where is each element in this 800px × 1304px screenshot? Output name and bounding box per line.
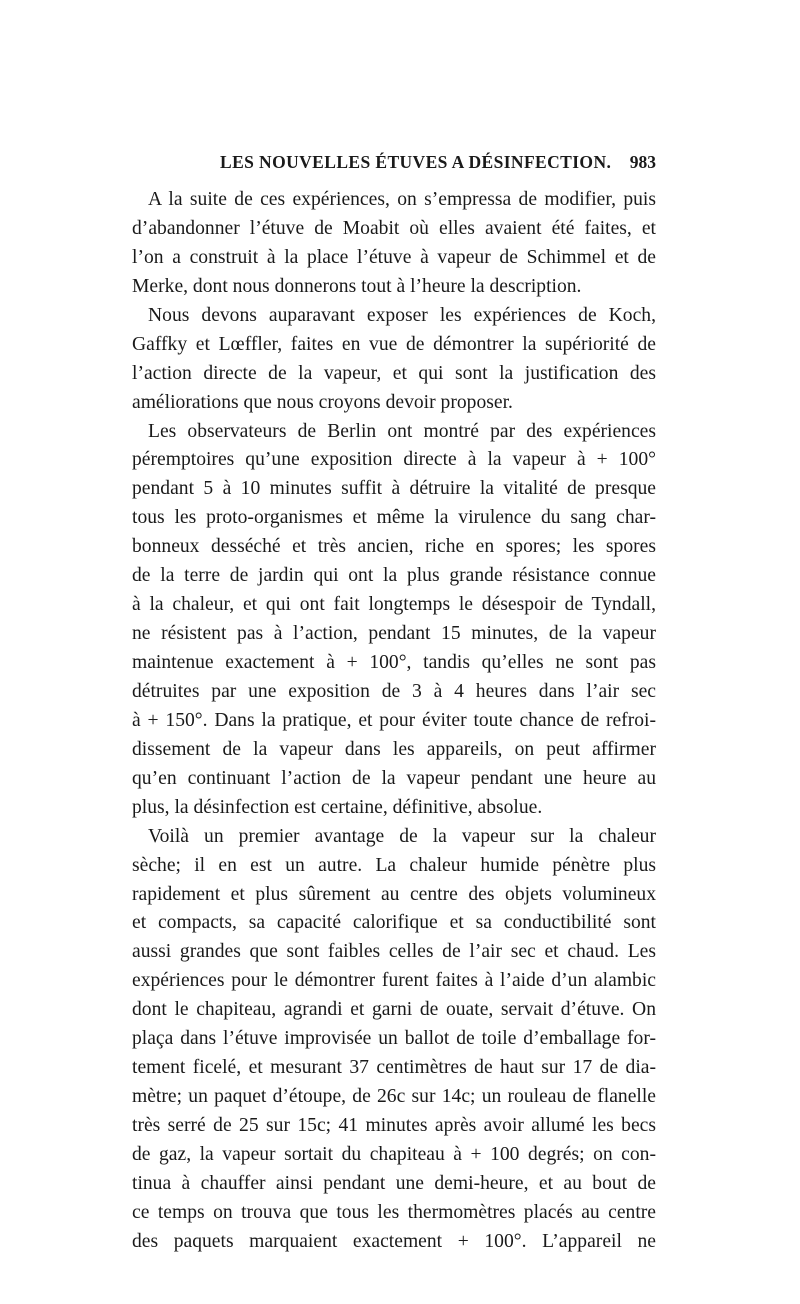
page-number: 983 — [629, 152, 656, 172]
text-line: de la terre de jardin qui ont la plus grande résistance connue — [132, 565, 656, 587]
text-line: plaça dans l’étuve improvisée un ballot de toile d’emballage for- — [132, 1028, 656, 1050]
text-line: Gaffky et Lœffler, faites en vue de démontrer la supériorité de — [132, 333, 656, 355]
text-line: d’abandonner l’étuve de Moabit où elles avaient été faites, et — [132, 217, 656, 239]
text-line: Nous devons auparavant exposer les expériences de Koch, — [148, 304, 656, 326]
text-line: dissement de la vapeur dans les appareils, on peut affirmer — [132, 738, 656, 760]
text-line: rapidement et plus sûrement au centre des objets volumineux — [132, 883, 656, 905]
paragraph-2 — [132, 302, 656, 418]
text-line: tous les proto-organismes et même la virulence du sang char- — [132, 507, 656, 529]
paragraph-1 — [132, 186, 656, 302]
text-line: dont le chapiteau, agrandi et garni de ouate, servait d’étuve. On — [132, 999, 656, 1021]
running-title: LES NOUVELLES ÉTUVES A DÉSINFECTION. — [220, 152, 612, 172]
paragraph-4 — [132, 823, 656, 1257]
text-line: qu’en continuant l’action de la vapeur pendant une heure au — [132, 767, 656, 789]
text-line: des paquets marquaient exactement + 100°. L’appareil ne — [132, 1230, 656, 1252]
text-line: bonneux desséché et très ancien, riche en spores; les spores — [132, 536, 656, 558]
text-line: A la suite de ces expériences, on s’empressa de modifier, puis — [148, 189, 656, 210]
text-line: très serré de 25 sur 15c; 41 minutes après avoir allumé les becs — [132, 1115, 656, 1136]
paragraph-3 — [132, 418, 656, 823]
text-line: sèche; il en est un autre. La chaleur humide pénètre plus — [132, 854, 656, 876]
text-line: tement ficelé, et mesurant 37 centimètres de haut sur 17 de dia- — [132, 1057, 656, 1079]
text-line: de gaz, la vapeur sortait du chapiteau à + 100 degrés; on con- — [132, 1143, 656, 1165]
text-line: ne résistent pas à l’action, pendant 15 minutes, de la vapeur — [132, 623, 656, 645]
text-line: Voilà un premier avantage de la vapeur sur la chaleur — [148, 825, 656, 847]
text-line: l’on a construit à la place l’étuve à vapeur de Schimmel et de — [132, 246, 656, 268]
text-line: plus, la désinfection est certaine, définitive, absolue. — [132, 796, 543, 818]
text-line: maintenue exactement à + 100°, tandis qu’elles ne sont pas — [132, 652, 656, 673]
text-line: à + 150°. Dans la pratique, et pour éviter toute chance de refroi- — [132, 709, 656, 731]
text-line: détruites par une exposition de 3 à 4 heures dans l’air sec — [132, 680, 656, 702]
text-line: tinua à chauffer ainsi pendant une demi-heure, et au bout de — [132, 1172, 656, 1194]
body-text — [132, 186, 656, 1257]
text-line: expériences pour le démontrer furent faites à l’aide d’un alambic — [132, 970, 656, 992]
text-line: péremptoires qu’une exposition directe à la vapeur à + 100° — [132, 449, 656, 471]
text-line: Les observateurs de Berlin ont montré par des expériences — [148, 420, 656, 442]
text-line: Merke, dont nous donnerons tout à l’heure la description. — [132, 275, 582, 297]
text-line: à la chaleur, et qui ont fait longtemps le désespoir de Tyndall, — [132, 594, 656, 616]
text-line: mètre; un paquet d’étoupe, de 26c sur 14c; un rouleau de flanelle — [132, 1086, 656, 1108]
text-line: aussi grandes que sont faibles celles de l’air sec et chaud. Les — [132, 941, 656, 963]
text-line: pendant 5 à 10 minutes suffit à détruire la vitalité de presque — [132, 478, 656, 500]
text-line: et compacts, sa capacité calorifique et sa conductibilité sont — [132, 912, 656, 934]
running-header — [132, 152, 656, 180]
text-line: l’action directe de la vapeur, et qui sont la justification des — [132, 362, 656, 384]
text-line: améliorations que nous croyons devoir proposer. — [132, 391, 513, 413]
text-line: ce temps on trouva que tous les thermomètres placés au centre — [132, 1201, 656, 1223]
